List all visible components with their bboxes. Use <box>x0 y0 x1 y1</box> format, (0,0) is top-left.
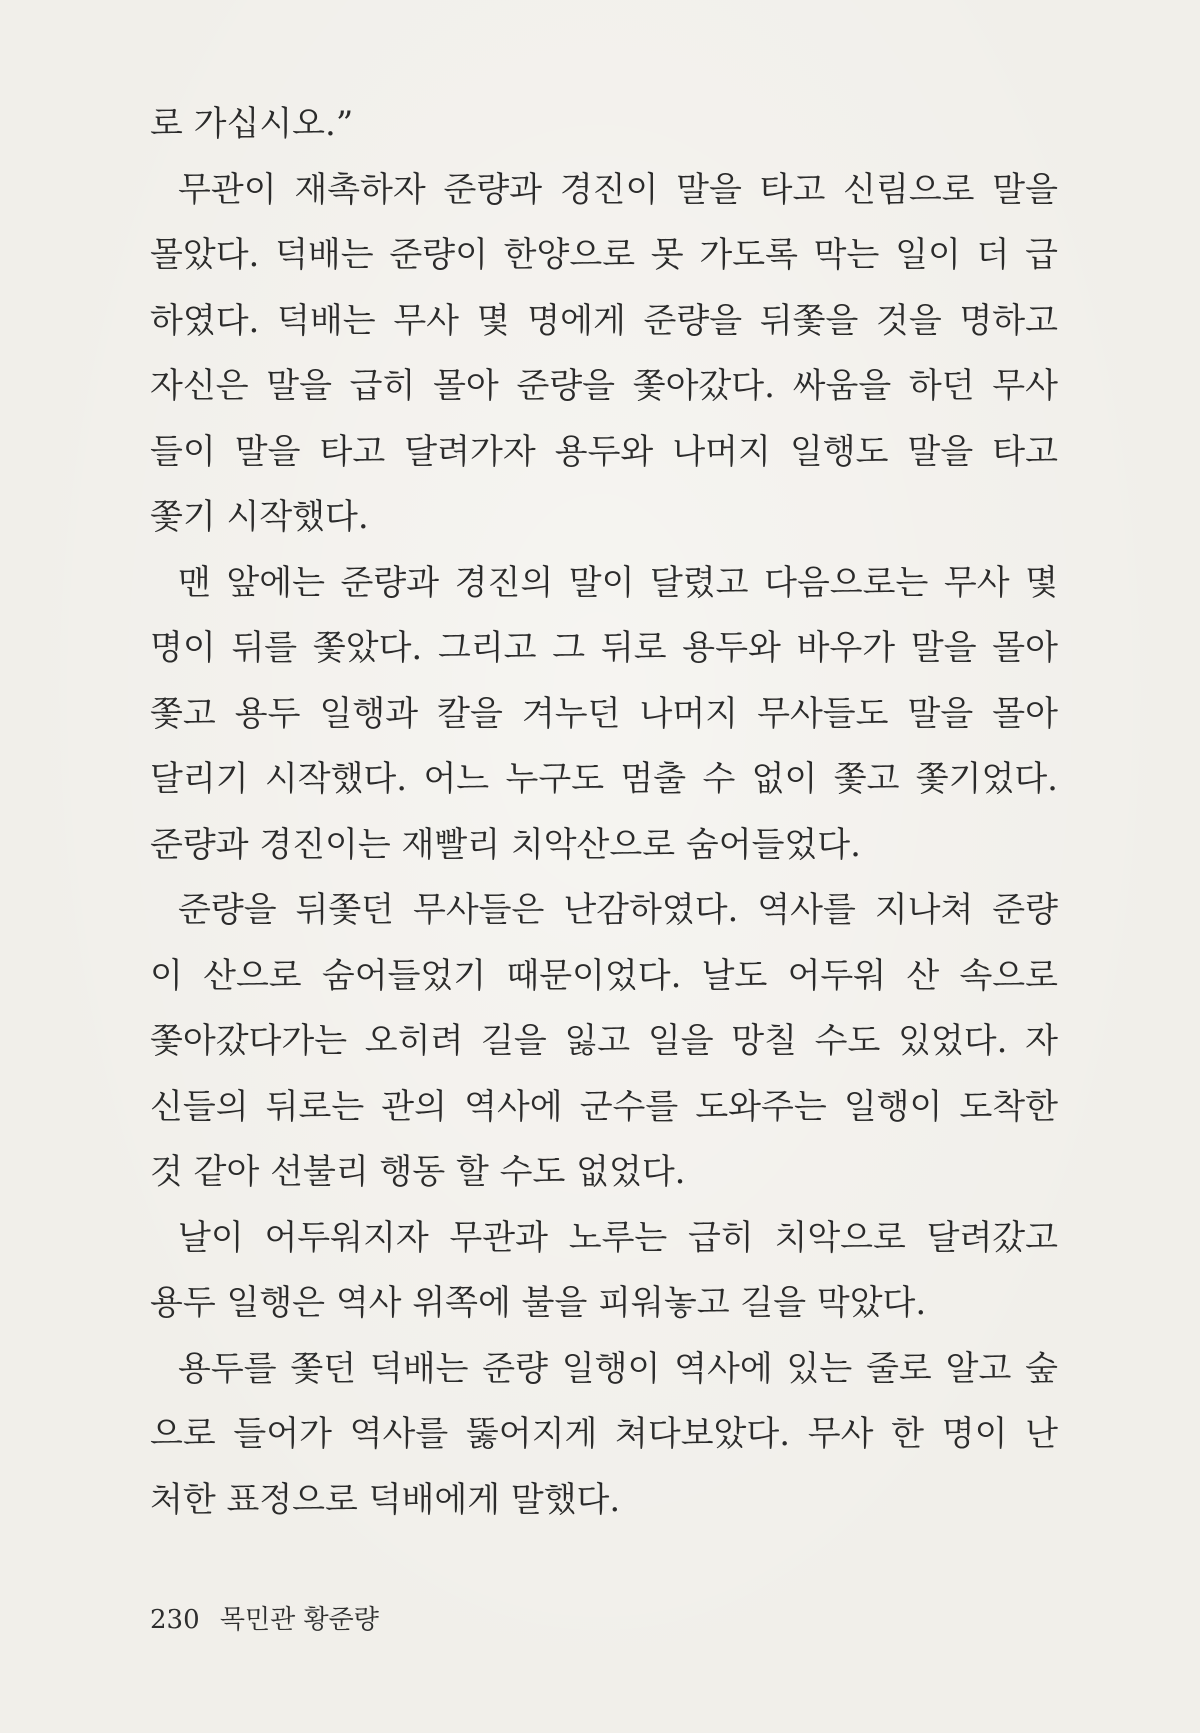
text-line: 것 같아 선불리 행동 할 수도 없었다. <box>150 1152 686 1192</box>
page-number: 230 <box>150 1605 200 1635</box>
text-line: 맨 앞에는 준량과 경진의 말이 달렸고 다음으로는 무사 몇 <box>178 562 1058 603</box>
text-line: 으로 들어가 역사를 뚫어지게 쳐다보았다. 무사 한 명이 난 <box>150 1414 1058 1454</box>
text-line: 달리기 시작했다. 어느 누구도 멈출 수 없이 쫓고 쫓기었다. <box>150 759 1058 799</box>
text-line: 자신은 말을 급히 몰아 준량을 쫓아갔다. 싸움을 하던 무사 <box>150 366 1058 406</box>
text-line: 들이 말을 타고 달려가자 용두와 나머지 일행도 말을 타고 <box>150 431 1058 472</box>
text-line: 처한 표정으로 덕배에게 말했다. <box>150 1479 621 1520</box>
text-line: 하였다. 덕배는 무사 몇 명에게 준량을 뒤쫓을 것을 명하고 <box>150 300 1058 341</box>
text-line: 이 산으로 숨어들었기 때문이었다. 날도 어두워 산 속으로 <box>150 955 1058 996</box>
text-line: 쫓고 용두 일행과 칼을 겨누던 나머지 무사들도 말을 몰아 <box>150 693 1058 734</box>
text-line: 쫓아갔다가는 오히려 길을 잃고 일을 망칠 수도 있었다. 자 <box>150 1021 1058 1061</box>
paragraph <box>150 158 1058 551</box>
text-line: 준량과 경진이는 재빨리 치악산으로 숨어들었다. <box>150 824 861 865</box>
text-line: 무관이 재촉하자 준량과 경진이 말을 타고 신림으로 말을 <box>178 169 1058 210</box>
paragraph <box>150 878 1058 1206</box>
text-line: 용두를 쫓던 덕배는 준량 일행이 역사에 있는 줄로 알고 숲 <box>178 1348 1058 1389</box>
page-footer <box>150 1600 379 1640</box>
text-line: 준량을 뒤쫓던 무사들은 난감하였다. 역사를 지나쳐 준량 <box>178 890 1058 930</box>
text-line: 용두 일행은 역사 위쪽에 불을 피워놓고 길을 막았다. <box>150 1283 927 1323</box>
book-title: 목민관 황준량 <box>219 1605 379 1635</box>
text-line: 로 가십시오.” <box>150 104 354 144</box>
body-text <box>150 92 1058 1533</box>
paragraph <box>150 551 1058 879</box>
paragraph <box>150 1206 1058 1337</box>
text-line: 날이 어두워지자 무관과 노루는 급히 치악으로 달려갔고 <box>178 1217 1058 1258</box>
paragraph <box>150 92 1058 158</box>
text-line: 쫓기 시작했다. <box>150 497 369 537</box>
text-line: 신들의 뒤로는 관의 역사에 군수를 도와주는 일행이 도착한 <box>150 1086 1058 1127</box>
paragraph <box>150 1337 1058 1534</box>
text-line: 몰았다. 덕배는 준량이 한양으로 못 가도록 막는 일이 더 급 <box>150 235 1058 275</box>
text-line: 명이 뒤를 쫓았다. 그리고 그 뒤로 용두와 바우가 말을 몰아 <box>150 628 1058 668</box>
